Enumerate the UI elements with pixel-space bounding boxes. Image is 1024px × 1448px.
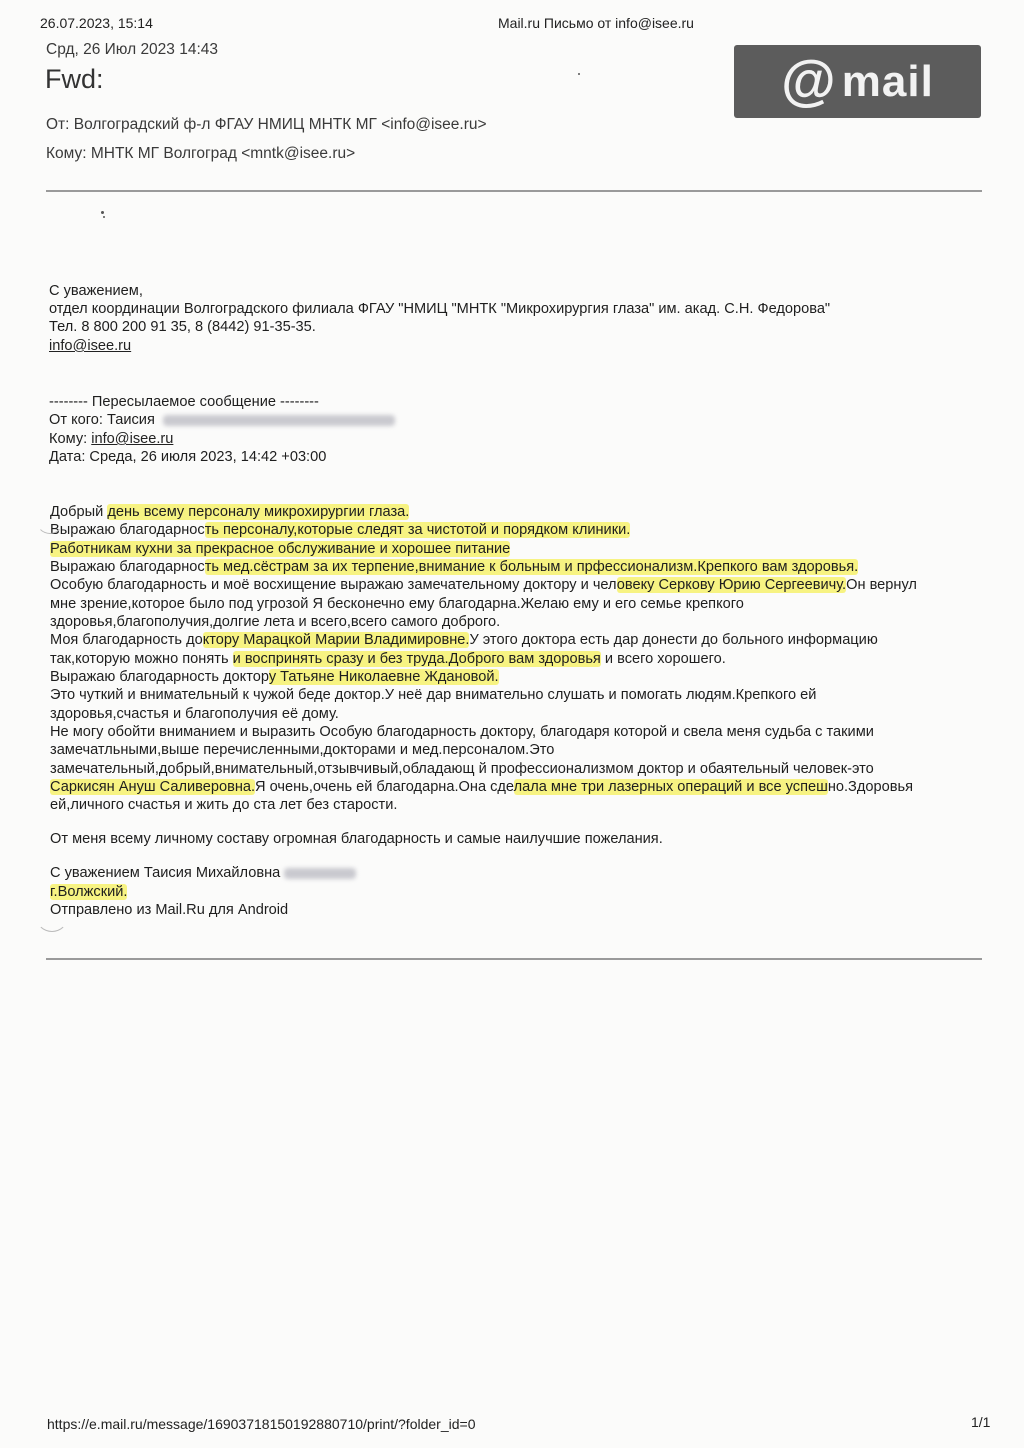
forward-to xyxy=(49,430,173,448)
message-line xyxy=(50,883,127,901)
highlighted-text: овеку Серкову Юрию Сергеевичу. xyxy=(616,577,847,593)
signature-line2: отдел координации Волгоградского филиала ФГАУ "НМИЦ "МНТК "Микрохирургия глаза" им. акад. С.Н. Федорова" xyxy=(49,301,831,317)
message-line: ей,личного счастья и жить до ста лет без старости. xyxy=(50,797,398,813)
message-text: Он вернул xyxy=(846,577,917,593)
logo-wordmark: mail xyxy=(841,56,934,106)
message-line xyxy=(50,668,499,686)
highlighted-text: у Татьяне Николаевне Ждановой. xyxy=(268,669,499,685)
email-subject: Fwd: xyxy=(45,64,104,94)
signature-email-link[interactable]: info@isee.ru xyxy=(49,338,132,354)
message-text: У этого доктора есть дар донести до больного информацию xyxy=(469,632,878,648)
print-datetime: 26.07.2023, 15:14 xyxy=(40,15,153,31)
message-text: так,которую можно понять xyxy=(50,651,233,667)
scan-mark xyxy=(36,506,64,534)
message-text: Моя благодарность до xyxy=(50,632,203,648)
message-text: Выражаю благодарность доктор xyxy=(50,669,269,685)
highlighted-text: день всему персоналу микрохирургии глаза. xyxy=(107,504,410,520)
mailru-logo xyxy=(734,45,981,118)
highlighted-text: и воспринять сразу и без труда.Доброго вам здоровья xyxy=(232,651,601,667)
message-text: Выражаю благодарнос xyxy=(50,522,205,538)
forward-date: Дата: Среда, 26 июля 2023, 14:42 +03:00 xyxy=(49,449,327,465)
message-line xyxy=(50,576,917,594)
signature-line3: Тел. 8 800 200 91 35, 8 (8442) 91-35-35. xyxy=(49,319,316,335)
highlighted-text: г.Волжский. xyxy=(50,884,128,900)
highlighted-text: ть мед.сёстрам за их терпение,внимание к больным и прфессионализм.Крепкого вам здоровья. xyxy=(204,559,859,575)
message-line: От меня всему личному составу огромная благодарность и самые наилучшие пожелания. xyxy=(50,831,663,847)
message-line: здоровья,благополучия,долгие лета и всего,всего самого доброго. xyxy=(50,614,501,630)
message-line xyxy=(50,503,409,521)
email-date: Срд, 26 Июл 2023 14:43 xyxy=(46,41,219,58)
message-line xyxy=(50,650,726,668)
page-number: 1/1 xyxy=(971,1414,991,1430)
message-line: замечательный,добрый,внимательный,отзывчивый,обладающ й профессионализмом доктор и обаятельный человек-это xyxy=(50,761,874,777)
message-line: мне зрение,которое было под угрозой Я бесконечно ему благодарна.Желаю ему и его семье крепкого xyxy=(50,596,744,612)
highlighted-text: Саркисян Ануш Саливеровна. xyxy=(50,779,256,795)
message-body xyxy=(50,503,990,923)
highlighted-text: Работникам кухни за прекрасное обслуживание и хорошее питание xyxy=(50,541,511,557)
forward-from xyxy=(49,411,395,429)
scan-mark xyxy=(36,902,68,932)
highlighted-text: ктору Марацкой Марии Владимировне. xyxy=(202,632,470,648)
forward-to-email-link[interactable]: info@isee.ru xyxy=(91,431,174,447)
message-line: здоровья,счастья и благополучия её дому. xyxy=(50,706,339,722)
message-text: Я очень,очень ей благодарна.Она сде xyxy=(255,779,514,795)
message-text: Выражаю благодарнос xyxy=(50,559,205,575)
message-line xyxy=(50,631,878,649)
forward-separator: -------- Пересылаемое сообщение -------- xyxy=(49,394,319,410)
message-line xyxy=(50,540,510,558)
message-text: Добрый xyxy=(50,504,108,520)
highlighted-text: ть персоналу,которые следят за чистотой и порядком клиники. xyxy=(204,522,631,538)
redacted-sender xyxy=(163,415,395,426)
footer-url: https://e.mail.ru/message/16903718150192880710/print/?folder_id=0 xyxy=(47,1416,476,1432)
message-text: Особую благодарность и моё восхищение выражаю замечательному доктору и чел xyxy=(50,577,617,593)
message-text: С уважением Таисия Михайловна xyxy=(50,865,281,881)
print-title: Mail.ru Письмо от info@isee.ru xyxy=(498,15,694,31)
message-line xyxy=(50,521,630,539)
forward-to-label: Кому: xyxy=(49,431,92,447)
message-line xyxy=(50,558,858,576)
at-logo-icon: @ xyxy=(781,47,836,111)
message-line: Отправлено из Mail.Ru для Android xyxy=(50,902,289,918)
forward-from-label: От кого: Таисия xyxy=(49,412,155,428)
redacted-surname xyxy=(284,868,356,879)
message-line: Это чуткий и внимательный к чужой беде доктор.У неё дар внимательно слушать и помогать людям.Крепкого ей xyxy=(50,687,817,703)
message-text: и всего хорошего. xyxy=(600,651,726,667)
message-line xyxy=(50,778,913,796)
scan-speck xyxy=(578,73,580,75)
scan-speck xyxy=(101,211,104,214)
message-line: Не могу обойти вниманием и выразить Особую благодарность доктору, благодаря которой и свела меня судьба с такими xyxy=(50,724,874,740)
message-line: замечатльными,выше перечисленными,докторами и мед.персоналом.Это xyxy=(50,742,555,758)
footer-divider xyxy=(46,958,982,960)
scan-speck xyxy=(103,216,105,218)
message-text: но.Здоровья xyxy=(827,779,913,795)
signature-line1: С уважением, xyxy=(49,283,143,299)
header-divider xyxy=(46,190,982,192)
highlighted-text: лала мне три лазерных операций и все успеш xyxy=(513,779,828,795)
email-to: Кому: МНТК МГ Волгоград <mntk@isee.ru> xyxy=(46,145,356,162)
message-line xyxy=(50,864,356,882)
email-from: От: Волгоградский ф-л ФГАУ НМИЦ МНТК МГ <info@isee.ru> xyxy=(46,116,487,133)
